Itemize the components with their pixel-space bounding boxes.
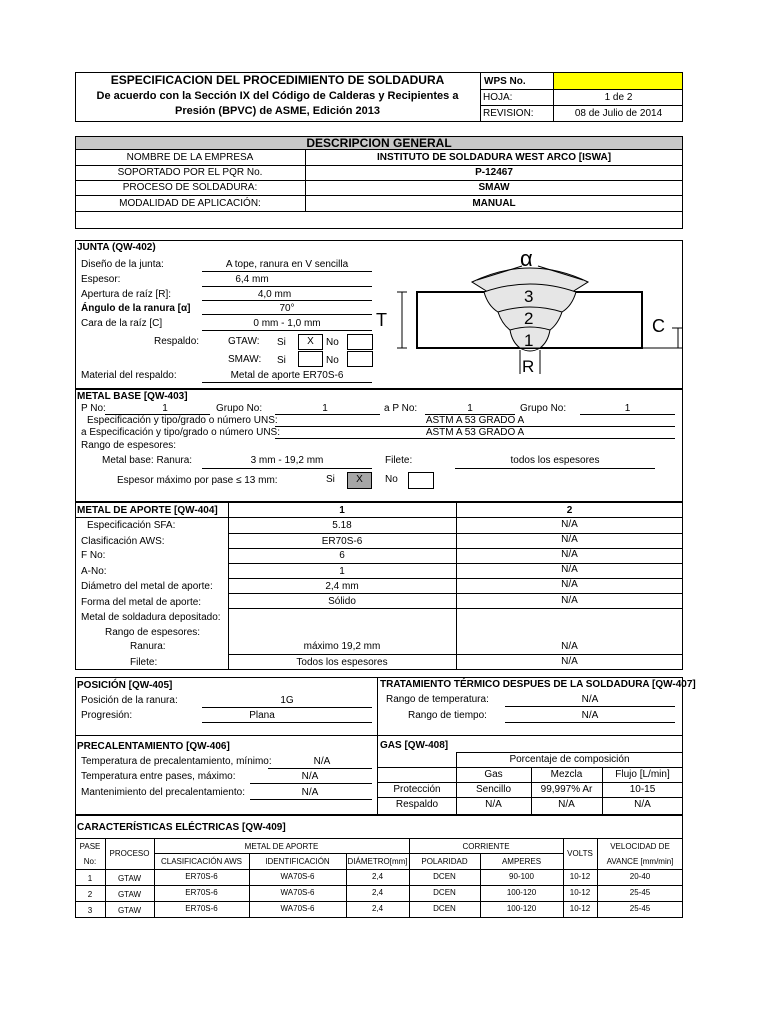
row-polaridad: DCEN — [433, 888, 456, 897]
gas-proteccion-gas: Sencillo — [475, 784, 512, 795]
doc-subtitle: De acuerdo con la Sección IX del Código de Calderas y Recipientes a — [96, 90, 459, 102]
proceso-label: PROCESO DE SOLDADURA: — [122, 182, 258, 193]
row-pase: 1 — [87, 874, 93, 883]
angulo-value: 70° — [279, 303, 295, 314]
depositado-label: Metal de soldadura depositado: — [81, 612, 221, 623]
apno-label: a P No: — [384, 403, 418, 414]
aporte-row-v2: N/A — [561, 564, 578, 575]
alpha-label: α — [520, 246, 533, 271]
gas-title: GAS [QW-408] — [380, 740, 449, 751]
aporte-row-v1: 2,4 mm — [325, 581, 359, 592]
row-ident: WA70S-6 — [280, 904, 315, 913]
gas-respaldo-flujo: N/A — [634, 799, 651, 810]
precal-mant-label: Mantenimiento del precalentamiento: — [81, 787, 245, 798]
h-polaridad: POLARIDAD — [421, 857, 468, 866]
smaw-no-checkbox[interactable] — [347, 351, 373, 367]
h-avance: AVANCE [mm/min] — [606, 857, 674, 866]
pqr-label: SOPORTADO POR EL PQR No. — [117, 167, 263, 178]
gas-proteccion-label: Protección — [393, 784, 441, 795]
posicion-ranura-label: Posición de la ranura: — [81, 695, 178, 706]
row-ident: WA70S-6 — [280, 888, 315, 897]
modalidad-label: MODALIDAD DE APLICACIÓN: — [119, 198, 261, 209]
grupo2-value: 1 — [624, 403, 631, 414]
gas-respaldo-mezcla: N/A — [558, 799, 575, 810]
aporte-row-v2: N/A — [561, 534, 578, 545]
cara-label: Cara de la raíz [C] — [81, 318, 163, 329]
aporte-row-label: Clasificación AWS: — [81, 536, 165, 547]
aporte-row-label: Diámetro del metal de aporte: — [81, 581, 213, 592]
electricas-title: CARACTERÍSTICAS ELÉCTRICAS [QW-409] — [77, 822, 286, 833]
diseno-value: A tope, ranura en V sencilla — [225, 259, 349, 270]
cara-value: 0 mm - 1,0 mm — [253, 318, 321, 329]
aporte-row-v2: N/A — [561, 549, 578, 560]
pass-3-label: 3 — [524, 287, 534, 306]
wps-label: WPS No. — [484, 76, 526, 87]
junta-title: JUNTA (QW-402) — [77, 242, 156, 253]
respaldo-label: Respaldo: — [154, 336, 200, 347]
row-proceso: GTAW — [117, 906, 142, 915]
smaw-si-label: Si — [277, 355, 286, 366]
aporte-ranura-v1: máximo 19,2 mm — [303, 641, 381, 652]
aporte-rango-label: Rango de espesores: — [105, 627, 201, 638]
gas-col-gas: Gas — [484, 769, 503, 780]
esp2-value: ASTM A 53 GRADO A — [425, 427, 525, 438]
metal-ranura-label: Metal base: Ranura: — [102, 455, 193, 466]
row-amperes: 90-100 — [509, 872, 534, 881]
h-velocidad: VELOCIDAD DE — [610, 842, 670, 851]
filete-value: todos los espesores — [510, 455, 600, 466]
aporte-row-v1: ER70S-6 — [321, 536, 363, 547]
row-ident: WA70S-6 — [280, 872, 315, 881]
espesor-label: Espesor: — [81, 274, 121, 285]
precal-mant-value: N/A — [301, 787, 319, 798]
metal-aporte-title: METAL DE APORTE [QW-404] — [77, 505, 218, 516]
espesor-max-no-checkbox[interactable] — [408, 472, 434, 489]
pno-value: 1 — [162, 403, 168, 414]
row-velocidad: 25-45 — [629, 904, 651, 913]
t-label: T — [376, 310, 387, 330]
esp1-label: Especificación y tipo/grado o número UNS: — [87, 415, 278, 426]
espesor-max-label: Espesor máximo por pase ≤ 13 mm: — [117, 475, 278, 486]
tratamiento-tiempo-label: Rango de tiempo: — [408, 710, 487, 721]
proceso-value: SMAW — [478, 182, 510, 193]
grupo-label: Grupo No: — [216, 403, 263, 414]
apno-value: 1 — [467, 403, 473, 414]
material-value: Metal de aporte ER70S-6 — [230, 370, 344, 381]
espesor-max-si-label: Si — [326, 474, 335, 485]
smaw-si-checkbox[interactable] — [298, 351, 323, 367]
row-velocidad: 25-45 — [629, 888, 651, 897]
row-polaridad: DCEN — [433, 904, 456, 913]
aporte-row-v1: 6 — [339, 550, 345, 561]
grupo-value: 1 — [322, 403, 328, 414]
pass-2-label: 2 — [524, 309, 534, 328]
gtaw-label: GTAW: — [228, 336, 260, 347]
row-proceso: GTAW — [117, 890, 142, 899]
pno-label: P No: — [81, 403, 106, 414]
gtaw-no-checkbox[interactable] — [347, 334, 373, 350]
tratamiento-temp-value: N/A — [581, 694, 599, 705]
pqr-value: P-12467 — [475, 167, 513, 178]
aporte-row-label: F No: — [81, 550, 106, 561]
c-label: C — [652, 316, 665, 336]
esp1-value: ASTM A 53 GRADO A — [425, 415, 525, 426]
progresion-value: Plana — [249, 710, 275, 721]
tratamiento-tiempo-value: N/A — [581, 710, 599, 721]
row-diam: 2,4 — [371, 888, 384, 897]
esp2-label: a Especificación y tipo/grado o número UNS: — [81, 427, 280, 438]
hoja-value: 1 de 2 — [604, 92, 633, 103]
aporte-row-label: Especificación SFA: — [87, 520, 176, 531]
row-clasif: ER70S-6 — [185, 904, 218, 913]
material-label: Material del respaldo: — [81, 370, 177, 381]
gas-respaldo-gas: N/A — [485, 799, 502, 810]
h-metal-aporte: METAL DE APORTE — [244, 842, 319, 851]
espesor-value: 6,4 mm — [235, 274, 269, 285]
gas-proteccion-flujo: 10-15 — [629, 784, 656, 795]
aporte-row-v1: Sólido — [328, 596, 356, 607]
row-clasif: ER70S-6 — [185, 872, 218, 881]
tratamiento-temp-label: Rango de temperatura: — [386, 694, 489, 705]
doc-subtitle-2: Presión (BPVC) de ASME, Edición 2013 — [175, 105, 380, 117]
h-no: No: — [83, 857, 97, 866]
tratamiento-title: TRATAMIENTO TÉRMICO DESPUES DE LA SOLDADURA [QW-407] — [380, 679, 696, 690]
aporte-ranura-label: Ranura: — [130, 641, 166, 652]
h-amperes: AMPERES — [501, 857, 542, 866]
row-amperes: 100-120 — [506, 888, 537, 897]
aporte-filete-v1: Todos los espesores — [296, 657, 388, 668]
modalidad-value: MANUAL — [472, 198, 516, 209]
gas-col-flujo: Flujo [L/min] — [615, 769, 670, 780]
rango-espesores-label: Rango de espesores: — [81, 440, 177, 451]
row-proceso: GTAW — [117, 874, 142, 883]
pass-1-label: 1 — [524, 331, 534, 350]
h-diametro: DIÁMETRO[mm] — [347, 857, 408, 866]
aporte-filete-label: Filete: — [130, 657, 158, 668]
doc-title: ESPECIFICACION DEL PROCEDIMIENTO DE SOLDADURA — [110, 73, 445, 87]
row-amperes: 100-120 — [506, 904, 537, 913]
aporte-row-label: A-No: — [81, 566, 107, 577]
metal-aporte-col-1: 1 — [339, 505, 345, 516]
aporte-filete-v2: N/A — [561, 656, 578, 667]
empresa-value: INSTITUTO DE SOLDADURA WEST ARCO [ISWA] — [376, 152, 612, 163]
precalentamiento-title: PRECALENTAMIENTO [QW-406] — [77, 741, 230, 752]
wps-number-field[interactable] — [554, 73, 682, 89]
filete-label: Filete: — [385, 455, 413, 466]
h-proceso: PROCESO — [109, 849, 150, 858]
hoja-label: HOJA: — [483, 92, 513, 103]
gas-respaldo-label: Respaldo — [395, 799, 439, 810]
progresion-label: Progresión: — [81, 710, 133, 721]
h-clasificacion: CLASIFICACIÓN AWS — [160, 857, 243, 866]
aporte-row-v2: N/A — [561, 519, 578, 530]
metal-base-title: METAL BASE [QW-403] — [77, 391, 188, 402]
precal-min-label: Temperatura de precalentamiento, mínimo: — [81, 756, 272, 767]
joint-diagram — [372, 242, 682, 388]
row-diam: 2,4 — [371, 872, 384, 881]
row-velocidad: 20-40 — [629, 872, 651, 881]
posicion-ranura-value: 1G — [280, 695, 294, 706]
gtaw-si-checkbox[interactable]: X — [298, 334, 323, 350]
posicion-title: POSICIÓN [QW-405] — [77, 680, 173, 691]
gtaw-si-label: Si — [277, 337, 286, 348]
metal-aporte-col-2: 2 — [566, 505, 573, 516]
h-identificacion: IDENTIFICACIÓN — [265, 857, 330, 866]
apertura-label: Apertura de raíz [R]: — [81, 289, 172, 300]
row-volts: 10-12 — [569, 904, 591, 913]
row-pase: 2 — [87, 890, 93, 899]
apertura-value: 4,0 mm — [257, 289, 292, 300]
precal-max-label: Temperatura entre pases, máximo: — [81, 771, 236, 782]
general-title: DESCRIPCION GENERAL — [306, 136, 452, 150]
grupo2-label: Grupo No: — [520, 403, 567, 414]
aporte-row-label: Forma del metal de aporte: — [81, 597, 202, 608]
revision-label: REVISION: — [483, 108, 534, 119]
row-volts: 10-12 — [569, 872, 591, 881]
gas-col-mezcla: Mezcla — [550, 769, 583, 780]
aporte-row-v2: N/A — [561, 579, 578, 590]
espesor-max-si-checkbox[interactable]: X — [347, 472, 372, 489]
smaw-no-label: No — [326, 355, 339, 366]
gtaw-no-label: No — [326, 337, 339, 348]
row-pase: 3 — [87, 906, 93, 915]
aporte-row-v1: 1 — [339, 566, 345, 577]
metal-ranura-value: 3 mm - 19,2 mm — [250, 455, 324, 466]
h-pase: PASE — [79, 842, 101, 851]
aporte-row-v1: 5.18 — [332, 520, 352, 531]
h-corriente: CORRIENTE — [462, 842, 510, 851]
espesor-max-no-label: No — [385, 474, 398, 485]
gas-porcentaje-header: Porcentaje de composición — [509, 754, 630, 765]
h-volts: VOLTS — [567, 849, 593, 858]
precal-min-value: N/A — [313, 756, 331, 767]
row-volts: 10-12 — [569, 888, 591, 897]
precal-max-value: N/A — [301, 771, 319, 782]
angulo-label: Ángulo de la ranura [α] — [81, 303, 191, 314]
diseno-label: Diseño de la junta: — [81, 259, 164, 270]
aporte-ranura-v2: N/A — [561, 641, 578, 652]
r-label: R — [522, 357, 535, 376]
revision-value: 08 de Julio de 2014 — [574, 108, 663, 119]
row-clasif: ER70S-6 — [185, 888, 218, 897]
aporte-row-v2: N/A — [561, 595, 578, 606]
gas-proteccion-mezcla: 99,997% Ar — [540, 784, 593, 795]
row-polaridad: DCEN — [433, 872, 456, 881]
smaw-label: SMAW: — [228, 354, 262, 365]
row-diam: 2,4 — [371, 904, 384, 913]
empresa-label: NOMBRE DE LA EMPRESA — [126, 152, 254, 163]
